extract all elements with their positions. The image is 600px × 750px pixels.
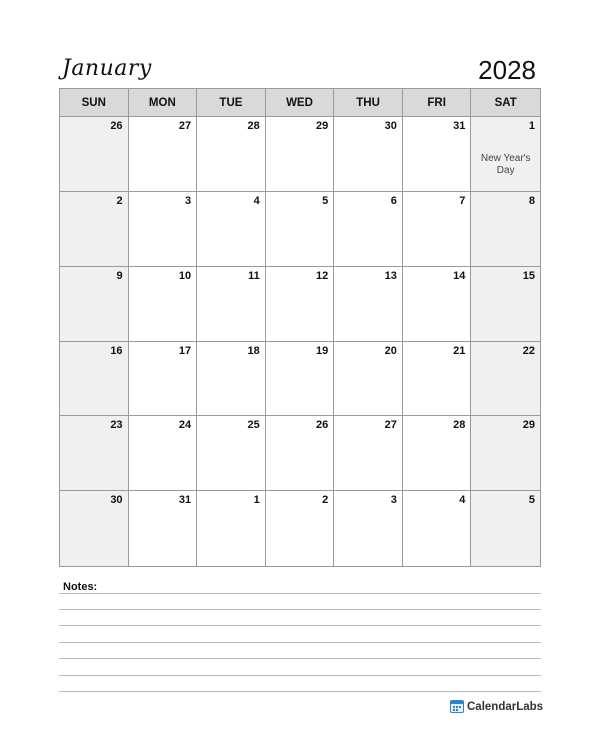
day-number: 15 [522, 269, 535, 282]
day-number: 31 [453, 120, 466, 132]
day-number: 19 [316, 344, 329, 357]
calendar-grid [59, 88, 541, 567]
day-cell [266, 192, 335, 267]
weekday-header-sat: SAT [471, 89, 540, 117]
day-cell [334, 117, 403, 192]
day-cell [129, 192, 198, 267]
day-cell [266, 491, 335, 566]
notes-line [59, 593, 541, 594]
weekday-header-fri: FRI [403, 89, 472, 117]
calendar-icon [450, 700, 464, 713]
day-number: 16 [110, 344, 123, 357]
day-cell [471, 416, 540, 491]
day-number: 2 [116, 194, 123, 207]
calendarlabs-logo [450, 700, 543, 713]
day-cell [60, 491, 129, 566]
day-cell [129, 117, 198, 192]
day-number: 5 [528, 494, 535, 507]
day-number: 18 [247, 344, 260, 357]
day-cell [129, 491, 198, 566]
weekday-header-wed: WED [266, 89, 335, 117]
weekday-header-tue: TUE [197, 89, 266, 117]
day-cell [471, 342, 540, 417]
day-cell [129, 267, 198, 342]
month-title: January [62, 56, 152, 81]
weekday-header-sun: SUN [60, 89, 129, 117]
day-number: 3 [185, 194, 192, 207]
day-number: 27 [178, 120, 192, 132]
notes-line [59, 675, 541, 676]
day-cell [60, 342, 129, 417]
day-cell [403, 491, 472, 566]
day-number: 9 [116, 269, 123, 282]
notes-line [59, 642, 541, 643]
day-number: 14 [453, 269, 466, 282]
day-cell [334, 192, 403, 267]
day-number: 11 [248, 269, 260, 282]
day-cell [129, 416, 198, 491]
day-cell [129, 342, 198, 417]
day-cell [334, 342, 403, 417]
day-number: 26 [316, 419, 329, 432]
day-cell [60, 117, 129, 192]
day-number: 4 [459, 494, 466, 507]
notes-line [59, 658, 541, 659]
day-number: 25 [247, 419, 260, 432]
day-cell [197, 342, 266, 417]
day-cell [197, 491, 266, 566]
day-number: 28 [453, 419, 466, 432]
day-number: 3 [390, 494, 397, 507]
day-number: 27 [384, 419, 397, 432]
day-number: 24 [178, 419, 192, 432]
day-cell [471, 192, 540, 267]
day-number: 31 [178, 494, 192, 507]
day-cell [403, 192, 472, 267]
day-cell [266, 267, 335, 342]
notes-line [59, 691, 541, 692]
day-cell [266, 342, 335, 417]
weekday-header-mon: MON [129, 89, 198, 117]
weekday-header-thu: THU [334, 89, 403, 117]
day-number: 13 [384, 269, 397, 282]
day-number: 28 [247, 120, 260, 132]
day-number: 30 [110, 494, 123, 507]
day-cell [403, 416, 472, 491]
notes-line [59, 625, 541, 626]
day-number: 1 [528, 120, 535, 132]
day-number: 30 [384, 120, 397, 132]
day-number: 1 [253, 494, 260, 507]
day-cell [471, 267, 540, 342]
notes-label: Notes: [63, 581, 98, 593]
day-number: 21 [453, 344, 466, 357]
day-number: 29 [316, 120, 329, 132]
brand-name: CalendarLabs [467, 700, 544, 713]
day-cell [197, 117, 266, 192]
day-cell [266, 117, 335, 192]
day-number: 23 [110, 419, 123, 432]
day-cell [60, 192, 129, 267]
day-number: 4 [253, 194, 260, 207]
day-cell [60, 267, 129, 342]
notes-line [59, 609, 541, 610]
day-cell [197, 192, 266, 267]
day-number: 22 [522, 344, 535, 357]
holiday-label [471, 153, 540, 177]
day-cell [334, 416, 403, 491]
day-cell [471, 491, 540, 566]
day-number: 2 [322, 494, 329, 507]
year-title: 2028 [478, 55, 536, 85]
day-number: 20 [384, 344, 397, 357]
day-number: 7 [459, 194, 466, 207]
day-cell [403, 342, 472, 417]
day-cell [334, 491, 403, 566]
day-number: 6 [390, 194, 397, 207]
day-cell [60, 416, 129, 491]
day-cell [403, 117, 472, 192]
day-number: 8 [528, 194, 535, 207]
day-number: 5 [322, 194, 329, 207]
day-cell [403, 267, 472, 342]
holiday-label-line: New Year's [480, 153, 531, 164]
day-number: 29 [522, 419, 535, 432]
day-number: 17 [178, 344, 192, 357]
day-number: 26 [110, 120, 123, 132]
day-cell [266, 416, 335, 491]
day-number: 12 [316, 269, 329, 282]
day-cell [471, 117, 540, 192]
day-number: 10 [178, 269, 192, 282]
day-cell [334, 267, 403, 342]
day-cell [197, 416, 266, 491]
day-cell [197, 267, 266, 342]
holiday-label-line: Day [496, 165, 515, 176]
